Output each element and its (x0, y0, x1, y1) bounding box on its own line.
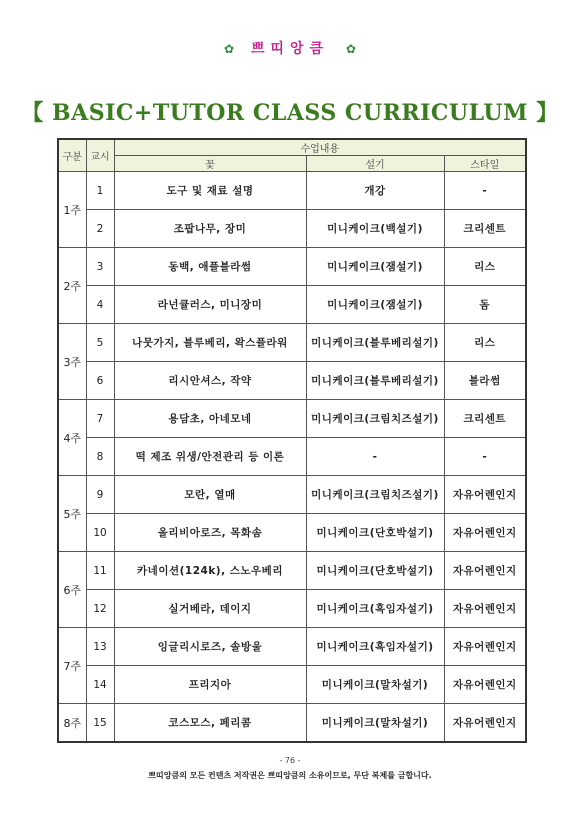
table-row (58, 400, 526, 438)
header-category: 구분 (58, 139, 86, 172)
table-row (58, 286, 526, 324)
header-style: 스타일 (444, 156, 526, 172)
flower-cell: 떡 제조 위생/안전관리 등 이론 (114, 438, 306, 476)
table-row (58, 590, 526, 628)
table-row (58, 666, 526, 704)
week-label: 4주 (58, 400, 86, 476)
flower-icon: ✿ (345, 42, 356, 56)
lesson-number: 10 (86, 514, 114, 552)
lesson-number: 5 (86, 324, 114, 362)
lesson-number: 2 (86, 210, 114, 248)
lesson-number: 6 (86, 362, 114, 400)
style-cell: 리스 (444, 324, 526, 362)
flower-cell: 프리지아 (114, 666, 306, 704)
flower-cell: 잉글리시로즈, 솔방울 (114, 628, 306, 666)
flower-cell: 라넌큘러스, 미니장미 (114, 286, 306, 324)
flower-cell: 카네이션(124k), 스노우베리 (114, 552, 306, 590)
style-cell: 크리센트 (444, 210, 526, 248)
cake-cell: 미니케이크(단호박설기) (306, 514, 444, 552)
cake-cell: 개강 (306, 172, 444, 210)
lesson-number: 13 (86, 628, 114, 666)
flower-cell: 나뭇가지, 블루베리, 왁스플라워 (114, 324, 306, 362)
table-row (58, 362, 526, 400)
cake-cell: 미니케이크(잼설기) (306, 248, 444, 286)
style-cell: 리스 (444, 248, 526, 286)
table-row (58, 324, 526, 362)
style-cell: 자유어렌인지 (444, 552, 526, 590)
cake-cell: 미니케이크(흑임자설기) (306, 628, 444, 666)
style-cell: 크리센트 (444, 400, 526, 438)
header-cake: 설기 (306, 156, 444, 172)
table-row (58, 476, 526, 514)
brand-name: 쁘띠앙큼 (250, 41, 330, 57)
cake-cell: - (306, 438, 444, 476)
style-cell: 자유어렌인지 (444, 628, 526, 666)
week-label: 7주 (58, 628, 86, 704)
cake-cell: 미니케이크(흑임자설기) (306, 590, 444, 628)
week-label: 5주 (58, 476, 86, 552)
table-row (58, 514, 526, 552)
style-cell: 돔 (444, 286, 526, 324)
cake-cell: 미니케이크(백설기) (306, 210, 444, 248)
lesson-number: 7 (86, 400, 114, 438)
lesson-number: 8 (86, 438, 114, 476)
style-cell: 자유어렌인지 (444, 666, 526, 704)
lesson-number: 1 (86, 172, 114, 210)
flower-cell: 리시안셔스, 작약 (114, 362, 306, 400)
week-label: 2주 (58, 248, 86, 324)
lesson-number: 14 (86, 666, 114, 704)
lesson-number: 4 (86, 286, 114, 324)
flower-cell: 조팝나무, 장미 (114, 210, 306, 248)
lesson-number: 11 (86, 552, 114, 590)
flower-cell: 도구 및 재료 설명 (114, 172, 306, 210)
cake-cell: 미니케이크(잼설기) (306, 286, 444, 324)
cake-cell: 미니케이크(단호박설기) (306, 552, 444, 590)
week-label: 6주 (58, 552, 86, 628)
flower-cell: 코스모스, 페리콤 (114, 704, 306, 743)
cake-cell: 미니케이크(블루베리설기) (306, 324, 444, 362)
style-cell: 블라썸 (444, 362, 526, 400)
cake-cell: 미니케이크(크림치즈설기) (306, 476, 444, 514)
header-lesson: 교시 (86, 139, 114, 172)
table-row (58, 172, 526, 210)
table-row (58, 552, 526, 590)
lesson-number: 12 (86, 590, 114, 628)
table-row (58, 438, 526, 476)
copyright-notice: 쁘띠앙큼의 모든 컨텐츠 저작권은 쁘띠앙큼의 소유이므로, 무단 복제를 금합니다. (148, 771, 432, 780)
style-cell: 자유어렌인지 (444, 514, 526, 552)
week-label: 8주 (58, 704, 86, 743)
cake-cell: 미니케이크(말차설기) (306, 704, 444, 743)
style-cell: - (444, 172, 526, 210)
flower-cell: 모란, 열매 (114, 476, 306, 514)
brand-header (0, 38, 580, 58)
header-flower: 꽃 (114, 156, 306, 172)
cake-cell: 미니케이크(블루베리설기) (306, 362, 444, 400)
style-cell: 자유어렌인지 (444, 704, 526, 743)
style-cell: 자유어렌인지 (444, 476, 526, 514)
table-row (58, 210, 526, 248)
header-content: 수업내용 (114, 139, 526, 156)
cake-cell: 미니케이크(크림치즈설기) (306, 400, 444, 438)
lesson-number: 3 (86, 248, 114, 286)
cake-cell: 미니케이크(말차설기) (306, 666, 444, 704)
flower-cell: 동백, 애플블라썸 (114, 248, 306, 286)
style-cell: - (444, 438, 526, 476)
table-row (58, 248, 526, 286)
page-title: 【 BASIC+TUTOR CLASS CURRICULUM 】 (21, 100, 559, 126)
flower-icon: ✿ (224, 42, 235, 56)
lesson-number: 9 (86, 476, 114, 514)
flower-cell: 올리비아로즈, 목화솜 (114, 514, 306, 552)
curriculum-table (57, 138, 527, 743)
table-row (58, 628, 526, 666)
style-cell: 자유어렌인지 (444, 590, 526, 628)
week-label: 3주 (58, 324, 86, 400)
page-number: - 76 - (279, 756, 301, 765)
flower-cell: 용담초, 아네모네 (114, 400, 306, 438)
lesson-number: 15 (86, 704, 114, 743)
week-label: 1주 (58, 172, 86, 248)
table-row (58, 704, 526, 743)
flower-cell: 실거베라, 데이지 (114, 590, 306, 628)
